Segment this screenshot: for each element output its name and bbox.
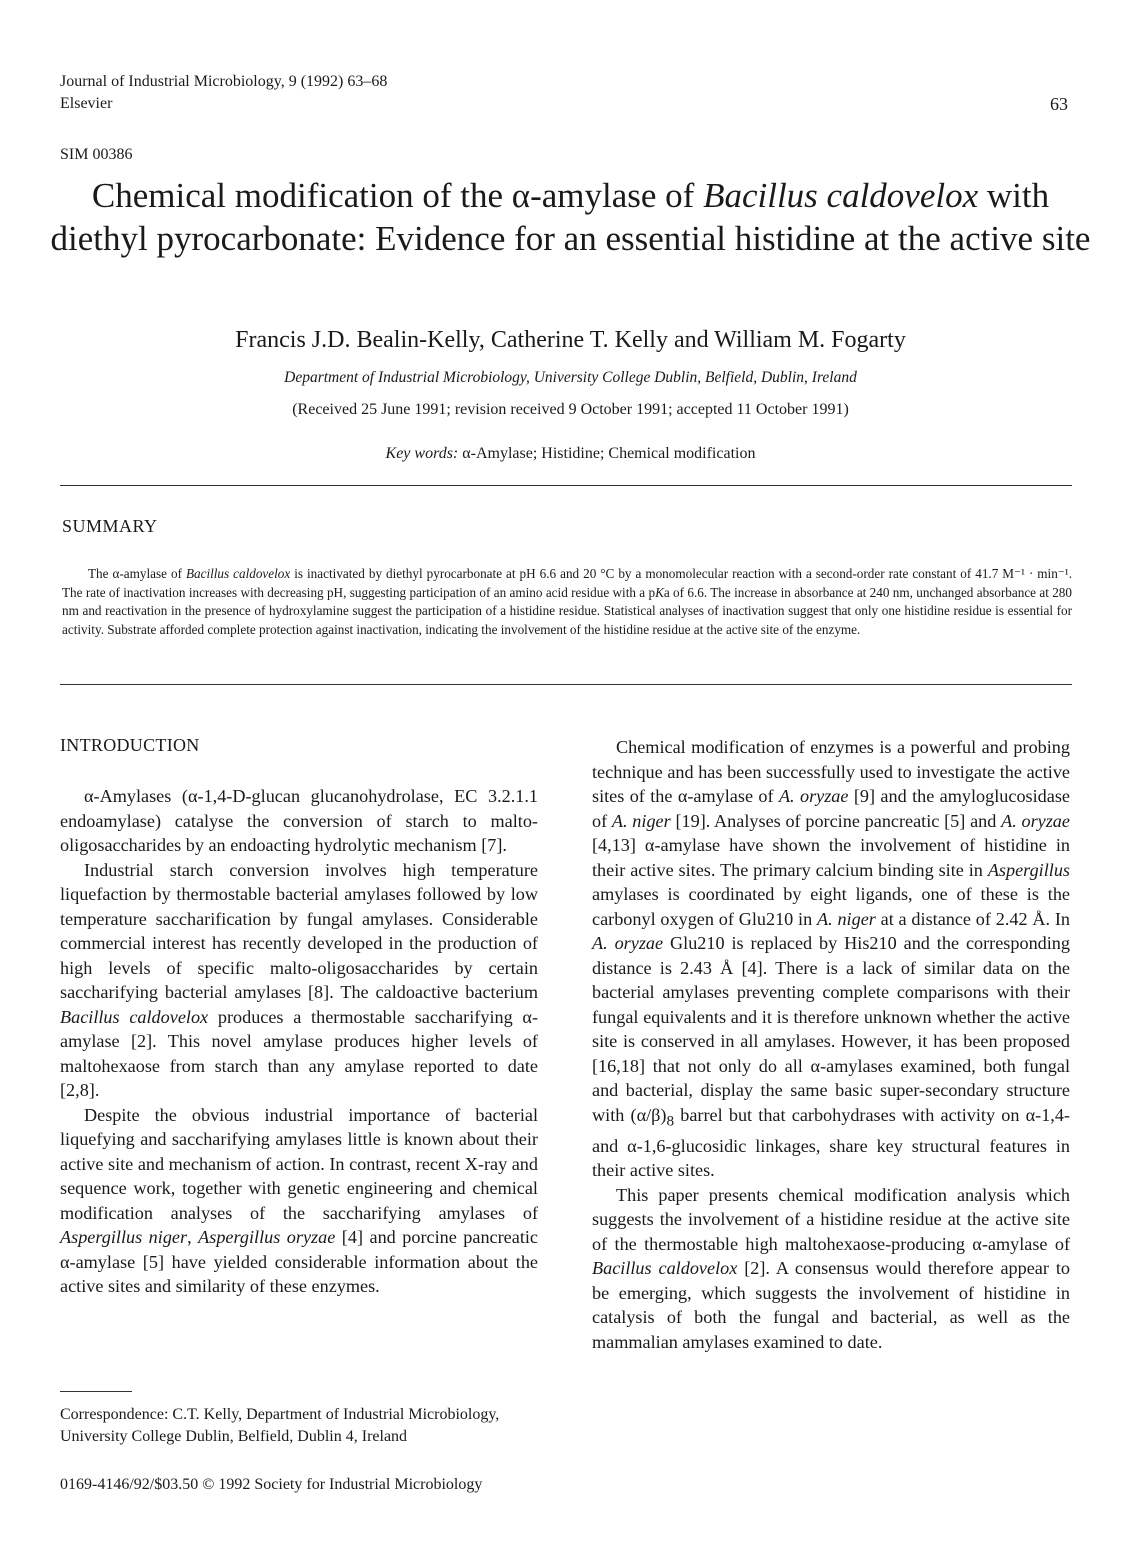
affiliation: Department of Industrial Microbiology, University College Dublin, Belfield, Dublin, Ireland: [284, 369, 857, 386]
introduction-left-column: [60, 784, 538, 1299]
received-dates: (Received 25 June 1991; revision received 9 October 1991; accepted 11 October 1991): [292, 401, 849, 418]
paragraph: α-Amylases (α-1,4-D-glucan glucanohydrolase, EC 3.2.1.1 endoamylase) catalyse the conversion of starch to malto-oligosaccharides by an endoacting hydrolytic mechanism [7].: [60, 786, 538, 855]
correspondence-note: Correspondence: C.T. Kelly, Department of Industrial Microbiology, University College Dublin, Belfield, Dublin 4, Ireland: [60, 1406, 500, 1445]
introduction-right-column: [592, 735, 1070, 1354]
summary-text: The α-amylase of Bacillus caldovelox is inactivated by diethyl pyrocarbonate at pH 6.6 and 20 °C by a monomolecular reaction with a second-order rate constant of 41.7 M⁻¹ · min⁻¹. The rate of inactivation increases with decreasing pH, suggesting participation of an amino acid residue with a pKa of 6.6. The increase in absorbance at 240 nm, unchanged absorbance at 280 nm and reactivation in the presence of hydroxylamine suggest the participation of a histidine residue. Statistical analyses of inactivation suggest that only one histidine residue is essential for activity. Substrate afforded complete protection against inactivation, indicating the involvement of the histidine residue at the active site of the enzyme.: [62, 566, 1073, 637]
copyright-line: 0169-4146/92/$03.50 © 1992 Society for Industrial Microbiology: [60, 1476, 483, 1493]
paragraph: Despite the obvious industrial importance of bacterial liquefying and saccharifying amylases little is known about their active site and mechanism of action. In contrast, recent X-ray and sequence work, together with genetic engineering and chemical modification analyses of the saccharifying amylases of Aspergillus niger, Aspergillus oryzae [4] and porcine pancreatic α-amylase [5] have yielded considerable information about the active sites and similarity of these enzymes.: [60, 1104, 539, 1296]
footnote-rule: [60, 1391, 132, 1392]
divider: [60, 684, 1072, 685]
keywords-label: Key words:: [385, 445, 459, 462]
paragraph: Industrial starch conversion involves high temperature liquefaction by thermostable bacterial amylases followed by low temperature saccharification by fungal amylases. Considerable commercial interest has recently developed in the production of high levels of specific malto-oligosaccharides by certain saccharifying bacterial amylases [8]. The caldoactive bacterium Bacillus caldovelox produces a thermostable saccharifying α-amylase [2]. This novel amylase produces higher levels of maltohexaose from starch than any amylase reported to date [2,8].: [60, 859, 538, 1100]
article-id: SIM 00386: [60, 146, 133, 163]
keywords: Key words: α-Amylase; Histidine; Chemical modification: [385, 445, 756, 462]
introduction-heading: INTRODUCTION: [60, 735, 200, 755]
paragraph: This paper presents chemical modification analysis which suggests the involvement of a histidine residue at the active site of the thermostable high maltohexaose-producing α-amylase of Bacillus caldovelox [2]. A consensus would therefore appear to be emerging, which suggests the involvement of histidine in catalysis of both the fungal and bacterial, as well as the mammalian amylases examined to date.: [592, 1184, 1070, 1352]
divider: [60, 485, 1072, 486]
author-list: Francis J.D. Bealin-Kelly, Catherine T. Kelly and William M. Fogarty: [235, 327, 906, 353]
summary-heading: SUMMARY: [62, 516, 158, 536]
paragraph: Chemical modification of enzymes is a powerful and probing technique and has been successfully used to investigate the active sites of the α-amylase of A. oryzae [9] and the amyloglucosidase of A. niger [19]. Analyses of porcine pancreatic [5] and A. oryzae [4,13] α-amylase have shown the involvement of histidine in their active sites. The primary calcium binding site in Aspergillus amylases is coordinated by eight ligands, one of these is the carbonyl oxygen of Glu210 in A. niger at a distance of 2.42 Å. In A. oryzae Glu210 is replaced by His210 and the corresponding distance is 2.43 Å [4]. There is a lack of similar data on the bacterial amylases preventing complete comparisons with their fungal equivalents and it is therefore unknown whether the active site is conserved in all amylases. However, it has been proposed [16,18] that not only do all α-amylases examined, both fungal and bacterial, display the same basic super-secondary structure with $(\alpha/\beta)_8$ barrel but that carbohydrases with activity on α-1,4- and α-1,6-glucosidic linkages, share key structural features in their active sites.: [592, 737, 1070, 1181]
publisher: Elsevier: [60, 95, 113, 112]
article-title: Chemical modification of the α-amylase of Bacillus caldovelox with diethyl pyrocarbonate: Evidence for an essential histidine at the active site: [50, 176, 1091, 258]
journal-citation: Journal of Industrial Microbiology, 9 (1992) 63–68: [60, 73, 388, 90]
page-number: 63: [1050, 94, 1068, 114]
